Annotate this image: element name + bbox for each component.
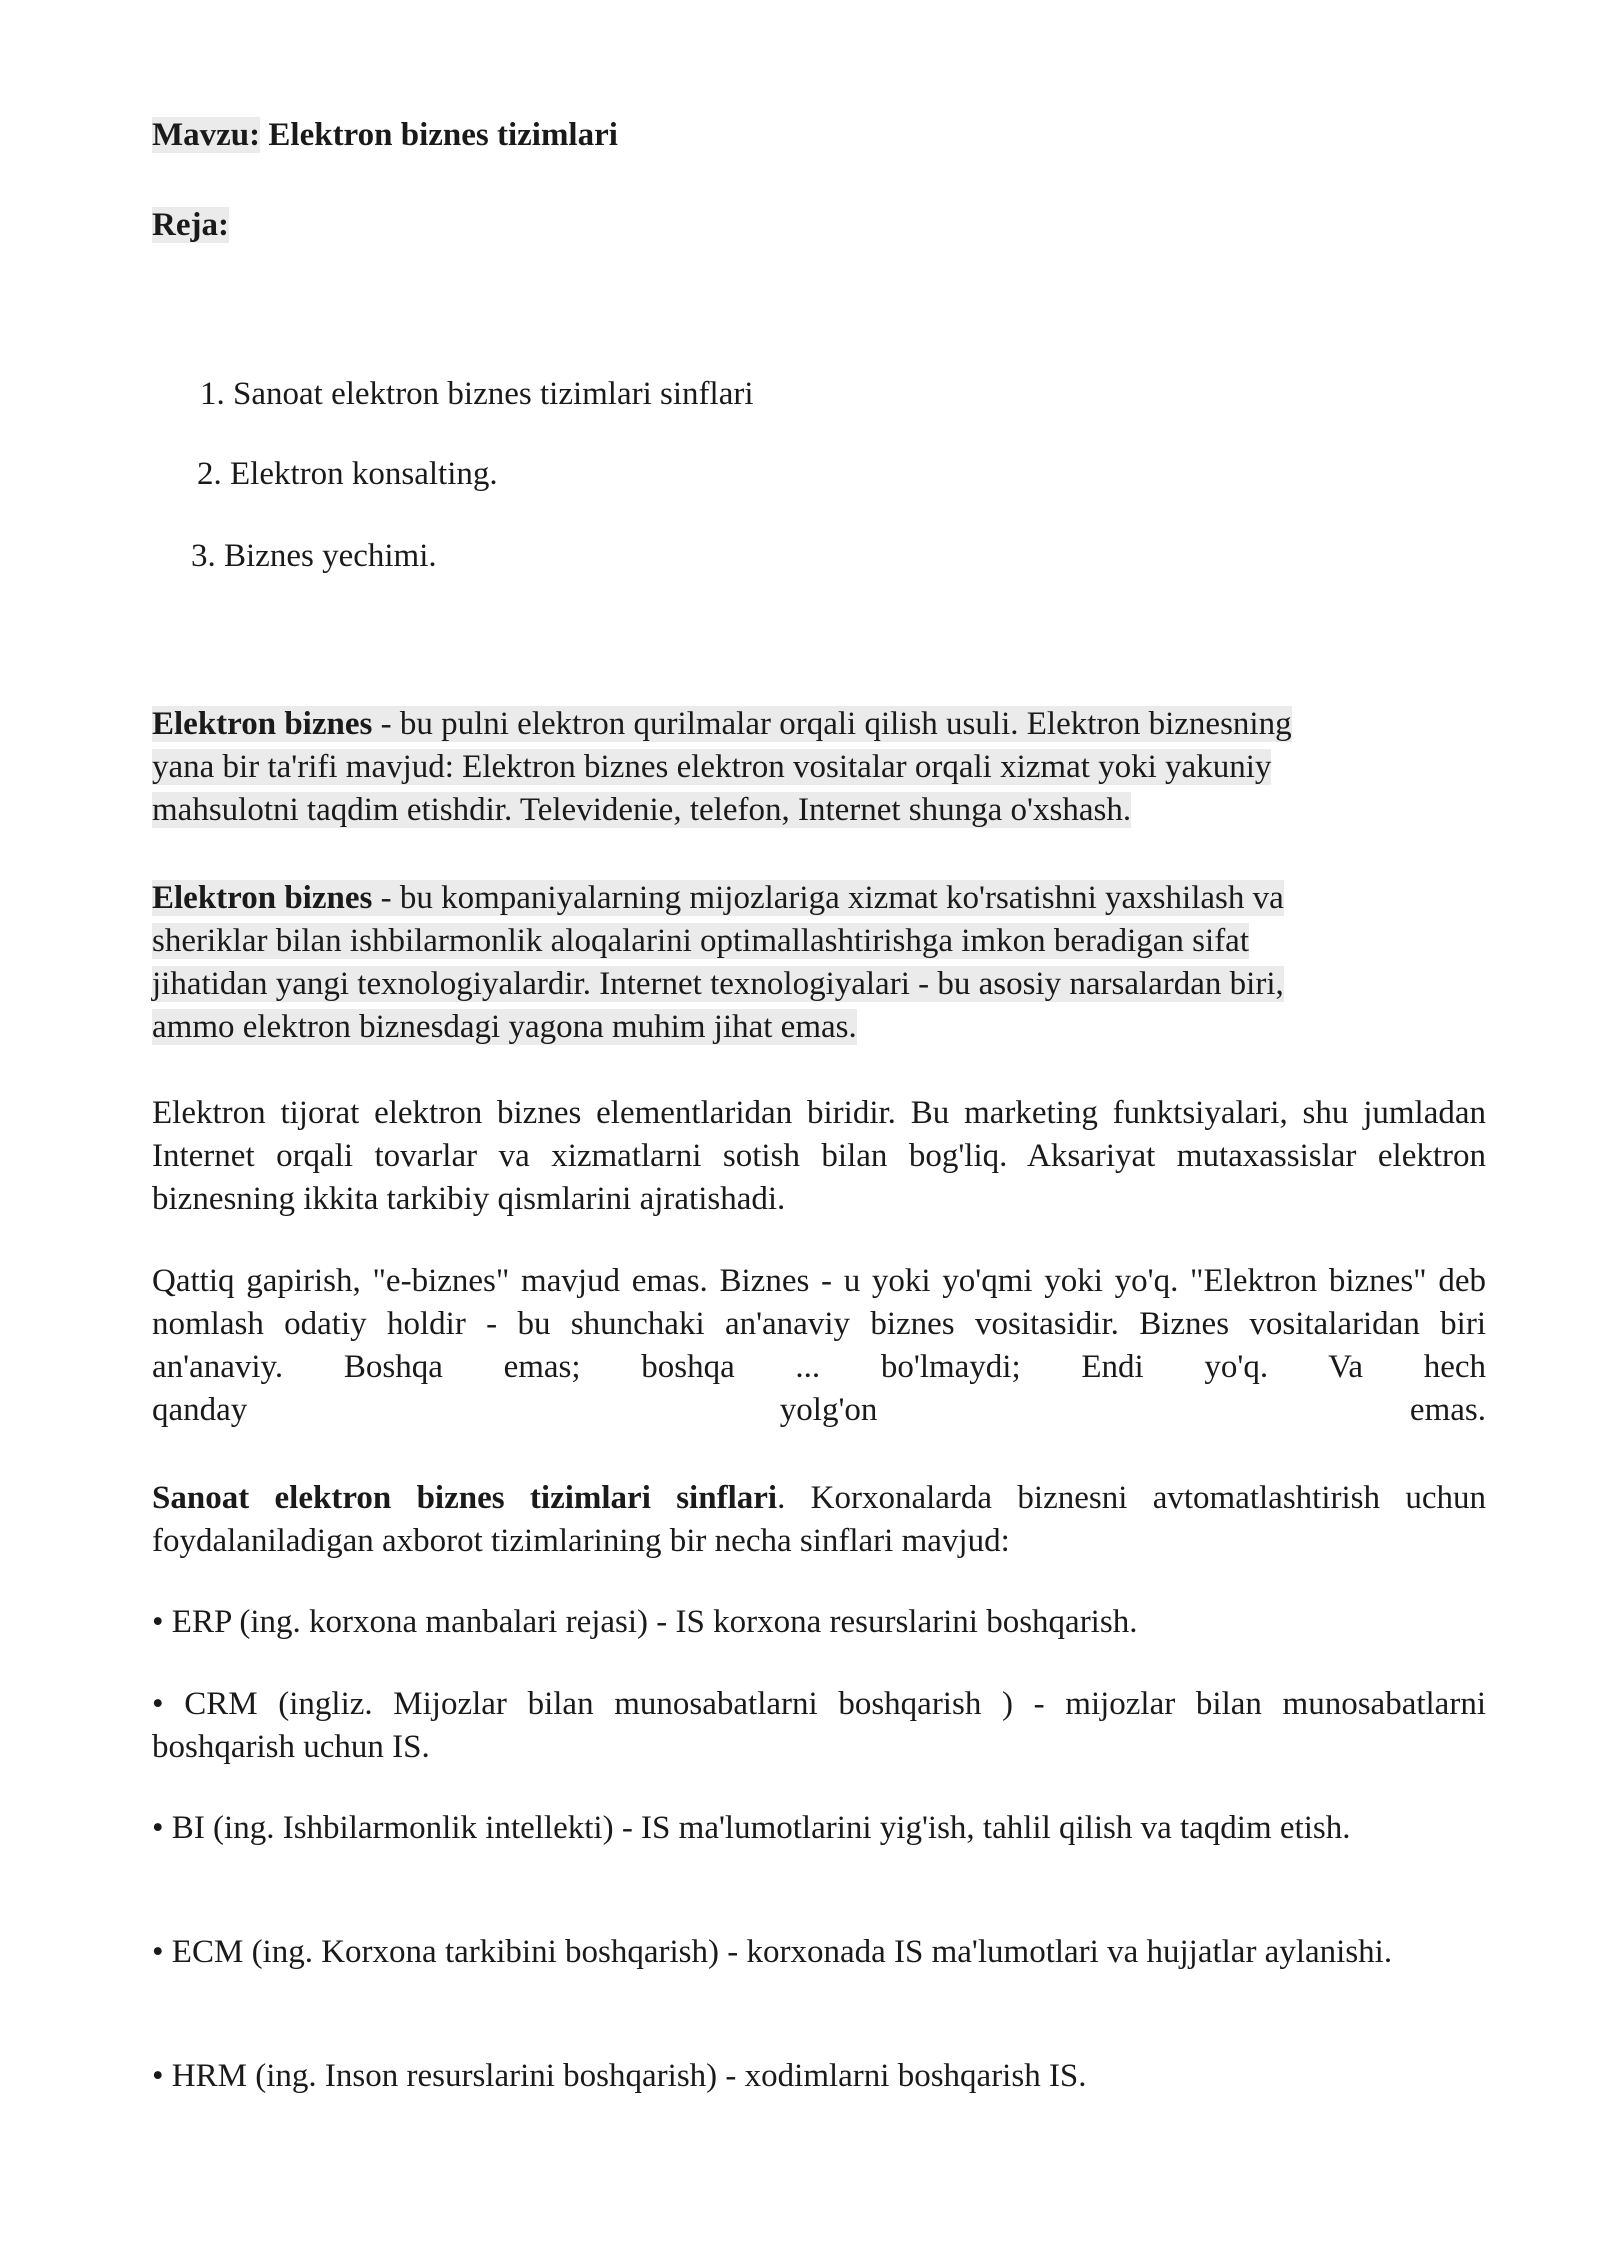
term-elektron-biznes-2: Elektron biznes [152, 880, 373, 916]
last-word-2: yolg'on [779, 1392, 878, 1428]
para2-line1: - bu kompaniyalarning mijozlariga xizmat ko'rsatishni yaxshilash va [372, 880, 1284, 916]
plan-item-1: 1. Sanoat elektron biznes tizimlari sinflari [200, 376, 754, 412]
para1-line2: yana bir ta'rifi mavjud: Elektron biznes elektron vositalar orqali xizmat yoki yakuniy [152, 749, 1272, 785]
para2-line3b: - bu asosiy narsalardan biri, [909, 966, 1284, 1002]
title-prefix: Mavzu: [152, 117, 261, 153]
bullet-bi: • BI (ing. Ishbilarmonlik intellekti) - IS ma'lumotlarini yig'ish, tahlil qilish va taqdim etish. [152, 1810, 1351, 1846]
bullet-erp: • ERP (ing. korxona manbalari rejasi) - IS korxona resurslarini boshqarish. [152, 1604, 1138, 1640]
plan-item-2: 2. Elektron konsalting. [197, 456, 498, 492]
last-word-1: qanday [152, 1392, 248, 1428]
bullet-ecm: • ECM (ing. Korxona tarkibini boshqarish) - korxonada IS ma'lumotlari va hujjatlar aylanishi. [152, 1934, 1393, 1970]
page-title [152, 114, 618, 157]
plan-heading [152, 204, 229, 247]
term-industry-classes: Sanoat elektron biznes tizimlari sinflari [152, 1480, 778, 1516]
plan-label: Reja: [152, 207, 229, 243]
plan-item-3: 3. Biznes yechimi. [191, 538, 437, 574]
para1-line3: mahsulotni taqdim etishdir. Televidenie, telefon, Internet shunga o'xshash. [152, 792, 1132, 828]
paragraph-definition-1 [152, 703, 1486, 832]
paragraph-definition-2 [152, 877, 1486, 1049]
paragraph-e-commerce: Elektron tijorat elektron biznes elementlaridan biridir. Bu marketing funktsiyalari, shu jumladan Internet orqali tovarlar va xizmatlarni sotish bilan bog'liq. Aksariyat mutaxassislar elektron biznesning ikkita tarkibiy qismlarini ajratishadi. [152, 1095, 1486, 1217]
title-text: Elektron biznes tizimlari [260, 117, 618, 153]
para2-line2: sheriklar bilan ishbilarmonlik aloqalarini optimallashtirishga imkon beradigan sifat [152, 923, 1249, 959]
para1-line1: - bu pulni elektron qurilmalar orqali qilish usuli. Elektron biznesning [372, 706, 1292, 742]
industry-classes-text: . Korxonalarda biznesni avtomatlashtirish uchun foydalaniladigan axborot tizimlarining bir necha sinflari mavjud: [152, 1480, 1486, 1559]
bullet-hrm: • HRM (ing. Inson resurslarini boshqarish) - xodimlarni boshqarish IS. [152, 2058, 1087, 2094]
para2-line4: ammo elektron biznesdagi yagona muhim jihat emas. [152, 1009, 857, 1045]
bullet-crm: • CRM (ingliz. Mijozlar bilan munosabatlarni boshqarish ) - mijozlar bilan munosabatlarni boshqarish uchun IS. [152, 1686, 1486, 1765]
term-elektron-biznes: Elektron biznes [152, 706, 373, 742]
para2-line3a: jihatidan yangi texnologiyalardir. Internet texnologiyalari [152, 966, 910, 1002]
paragraph-e-business-note: Qattiq gapirish, "e-biznes" mavjud emas. Biznes - u yoki yo'qmi yoki yo'q. "Elektron biznes" deb nomlash odatiy holdir - bu shunchaki an'anaviy biznes vositasidir. Biznes vositalaridan biri an'anaviy. Boshqa emas; boshqa ... bo'lmaydi; Endi yo'q. Va hech [152, 1263, 1486, 1385]
paragraph-e-business-note-last-line [152, 1389, 1486, 1432]
last-word-3: emas. [1409, 1392, 1486, 1428]
paragraph-industry-classes [152, 1477, 1486, 1563]
